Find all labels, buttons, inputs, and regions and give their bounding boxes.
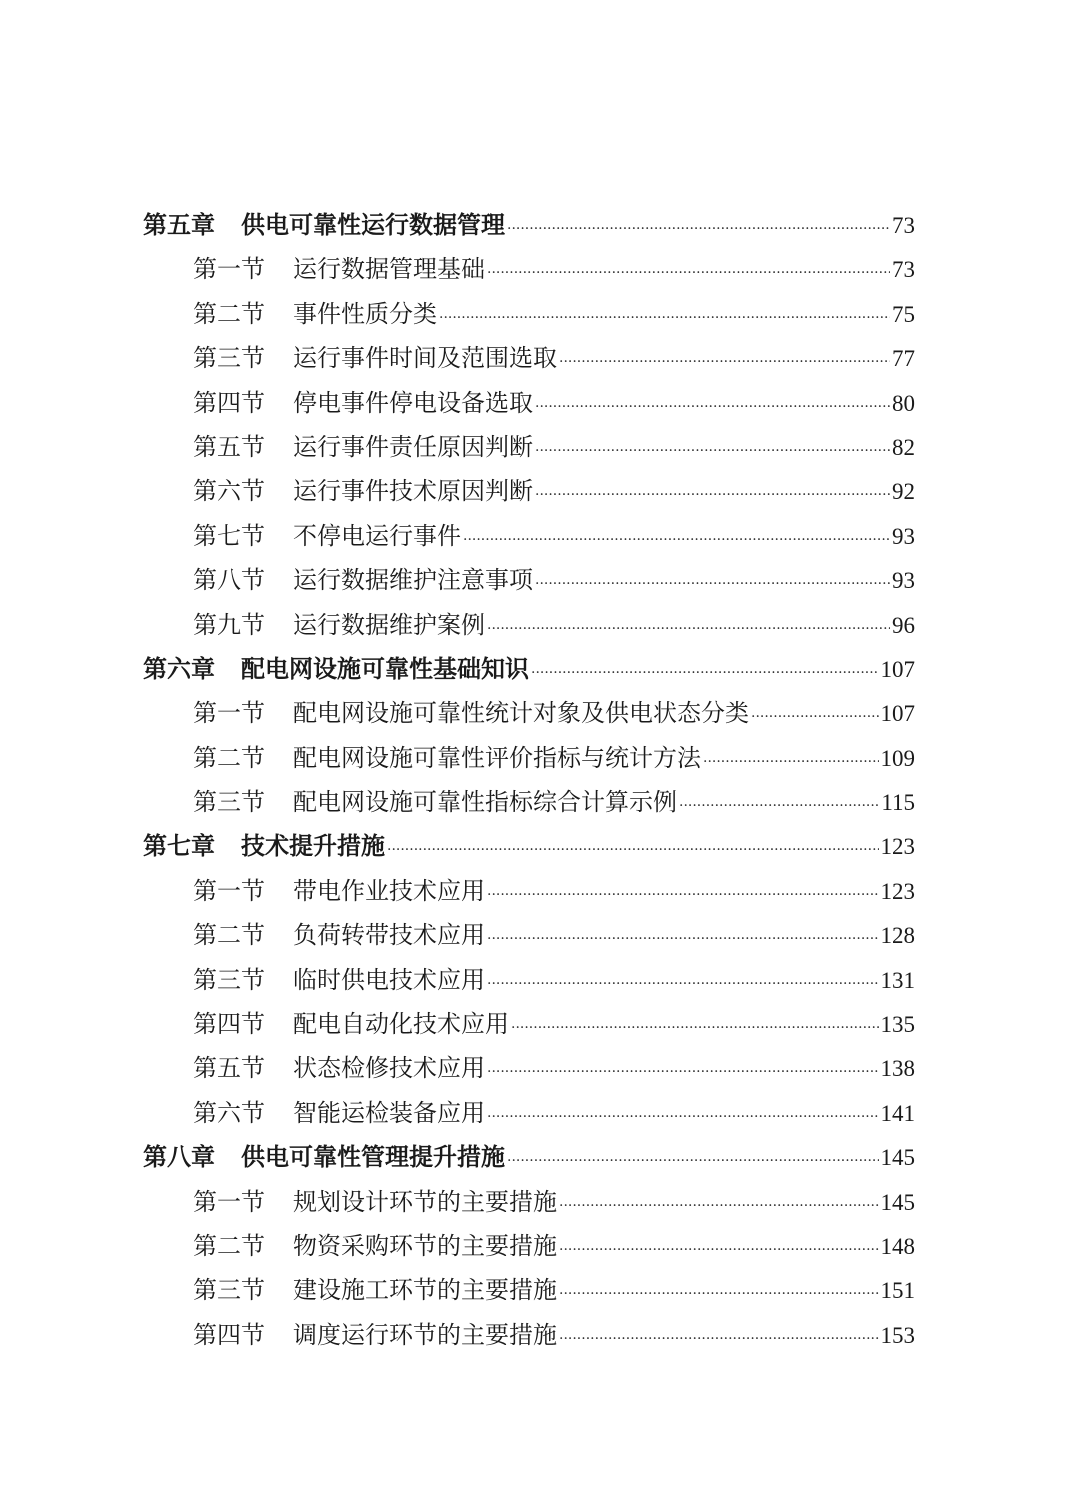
section-label: 第四节 xyxy=(193,1320,265,1349)
dot-leader xyxy=(703,736,879,784)
dot-leader xyxy=(679,780,879,828)
dot-leader xyxy=(559,1268,879,1316)
section-title: 不停电运行事件 xyxy=(293,521,461,550)
toc-section-entry xyxy=(143,1268,915,1312)
toc-section-entry xyxy=(143,292,915,336)
dot-leader xyxy=(507,1135,879,1183)
toc-section-entry xyxy=(143,247,915,291)
toc-section-entry xyxy=(143,558,915,602)
section-label: 第二节 xyxy=(193,299,265,328)
dot-leader xyxy=(535,425,890,473)
page-number: 109 xyxy=(880,745,915,771)
dot-leader xyxy=(507,203,890,251)
section-title: 配电网设施可靠性指标综合计算示例 xyxy=(293,788,677,817)
dot-leader xyxy=(487,913,879,961)
dot-leader xyxy=(535,558,890,606)
section-title: 运行事件责任原因判断 xyxy=(293,432,533,461)
chapter-label: 第七章 xyxy=(143,832,215,861)
section-title: 运行数据维护案例 xyxy=(293,610,485,639)
section-title: 配电网设施可靠性评价指标与统计方法 xyxy=(293,743,701,772)
page-number: 73 xyxy=(892,213,915,238)
toc-chapter-entry xyxy=(143,203,915,247)
section-label: 第七节 xyxy=(193,521,265,550)
dot-leader xyxy=(439,292,890,340)
chapter-label: 第六章 xyxy=(143,654,215,683)
toc-section-entry xyxy=(143,958,915,1002)
section-label: 第三节 xyxy=(193,1276,265,1305)
dot-leader xyxy=(535,381,890,429)
toc-section-entry xyxy=(143,1313,915,1357)
section-title: 规划设计环节的主要措施 xyxy=(293,1187,557,1216)
page-number: 93 xyxy=(892,523,915,549)
dot-leader xyxy=(535,469,890,517)
section-label: 第五节 xyxy=(193,1054,265,1083)
chapter-title: 供电可靠性管理提升措施 xyxy=(241,1143,505,1172)
section-label: 第三节 xyxy=(193,788,265,817)
page-number: 107 xyxy=(880,656,915,682)
page-number: 107 xyxy=(880,701,915,727)
toc-section-entry xyxy=(143,691,915,735)
chapter-label: 第八章 xyxy=(143,1143,215,1172)
page-number: 145 xyxy=(880,1189,915,1215)
toc-section-entry xyxy=(143,469,915,513)
section-title: 配电自动化技术应用 xyxy=(293,1010,509,1039)
section-title: 调度运行环节的主要措施 xyxy=(293,1320,557,1349)
section-label: 第一节 xyxy=(193,699,265,728)
section-title: 配电网设施可靠性统计对象及供电状态分类 xyxy=(293,699,749,728)
section-label: 第三节 xyxy=(193,965,265,994)
page-number: 77 xyxy=(892,346,915,372)
section-label: 第四节 xyxy=(193,388,265,417)
section-title: 停电事件停电设备选取 xyxy=(293,388,533,417)
chapter-title: 配电网设施可靠性基础知识 xyxy=(241,654,529,683)
toc-section-entry xyxy=(143,736,915,780)
page-number: 128 xyxy=(880,923,915,949)
section-label: 第二节 xyxy=(193,1231,265,1260)
toc-section-entry xyxy=(143,1180,915,1224)
chapter-title: 技术提升措施 xyxy=(241,832,385,861)
dot-leader xyxy=(487,247,890,295)
toc-section-entry xyxy=(143,336,915,380)
section-title: 事件性质分类 xyxy=(293,299,437,328)
toc-chapter-entry xyxy=(143,824,915,868)
section-title: 临时供电技术应用 xyxy=(293,965,485,994)
dot-leader xyxy=(487,958,879,1006)
section-label: 第六节 xyxy=(193,477,265,506)
dot-leader xyxy=(559,1224,879,1272)
section-title: 智能运检装备应用 xyxy=(293,1098,485,1127)
section-label: 第四节 xyxy=(193,1010,265,1039)
section-label: 第五节 xyxy=(193,432,265,461)
toc-section-entry xyxy=(143,1046,915,1090)
toc-section-entry xyxy=(143,1091,915,1135)
dot-leader xyxy=(751,691,879,739)
toc-section-entry xyxy=(143,1224,915,1268)
dot-leader xyxy=(531,647,879,695)
toc-section-entry xyxy=(143,1002,915,1046)
page-number: 123 xyxy=(880,834,915,860)
section-title: 物资采购环节的主要措施 xyxy=(293,1231,557,1260)
dot-leader xyxy=(463,514,890,562)
section-title: 运行事件时间及范围选取 xyxy=(293,344,557,373)
section-title: 运行数据管理基础 xyxy=(293,255,485,284)
section-title: 运行数据维护注意事项 xyxy=(293,566,533,595)
toc-section-entry xyxy=(143,514,915,558)
section-label: 第六节 xyxy=(193,1098,265,1127)
page-number: 138 xyxy=(880,1056,915,1082)
toc-section-entry xyxy=(143,381,915,425)
page-number: 82 xyxy=(892,434,915,460)
section-title: 建设施工环节的主要措施 xyxy=(293,1276,557,1305)
toc-section-entry xyxy=(143,603,915,647)
dot-leader xyxy=(487,603,890,651)
page-number: 131 xyxy=(880,967,915,993)
table-of-contents xyxy=(143,203,915,1357)
dot-leader xyxy=(487,1046,879,1094)
page-number: 141 xyxy=(880,1100,915,1126)
section-title: 负荷转带技术应用 xyxy=(293,921,485,950)
section-label: 第八节 xyxy=(193,566,265,595)
page-number: 148 xyxy=(880,1233,915,1259)
section-label: 第二节 xyxy=(193,743,265,772)
dot-leader xyxy=(559,1313,879,1361)
page-number: 153 xyxy=(880,1322,915,1348)
section-title: 运行事件技术原因判断 xyxy=(293,477,533,506)
page-number: 93 xyxy=(892,568,915,594)
section-label: 第九节 xyxy=(193,610,265,639)
toc-section-entry xyxy=(143,869,915,913)
dot-leader xyxy=(559,336,890,384)
page-number: 96 xyxy=(892,612,915,638)
section-label: 第一节 xyxy=(193,876,265,905)
toc-section-entry xyxy=(143,780,915,824)
dot-leader xyxy=(487,869,879,917)
page-number: 92 xyxy=(892,479,915,505)
section-label: 第一节 xyxy=(193,1187,265,1216)
page-number: 80 xyxy=(892,390,915,416)
chapter-label: 第五章 xyxy=(143,211,215,239)
toc-section-entry xyxy=(143,913,915,957)
page-number: 145 xyxy=(880,1145,915,1171)
dot-leader xyxy=(559,1180,879,1228)
section-label: 第二节 xyxy=(193,921,265,950)
page-number: 135 xyxy=(880,1012,915,1038)
toc-chapter-entry xyxy=(143,1135,915,1179)
toc-section-entry xyxy=(143,425,915,469)
page-number: 75 xyxy=(892,301,915,327)
page-number: 123 xyxy=(880,878,915,904)
dot-leader xyxy=(387,824,879,872)
chapter-title: 供电可靠性运行数据管理 xyxy=(241,211,505,239)
page-number: 151 xyxy=(880,1278,915,1304)
section-label: 第一节 xyxy=(193,255,265,284)
dot-leader xyxy=(511,1002,879,1050)
section-title: 带电作业技术应用 xyxy=(293,876,485,905)
toc-chapter-entry xyxy=(143,647,915,691)
section-label: 第三节 xyxy=(193,344,265,373)
dot-leader xyxy=(487,1091,879,1139)
section-title: 状态检修技术应用 xyxy=(293,1054,485,1083)
page-number: 115 xyxy=(881,790,915,816)
page-number: 73 xyxy=(892,257,915,283)
